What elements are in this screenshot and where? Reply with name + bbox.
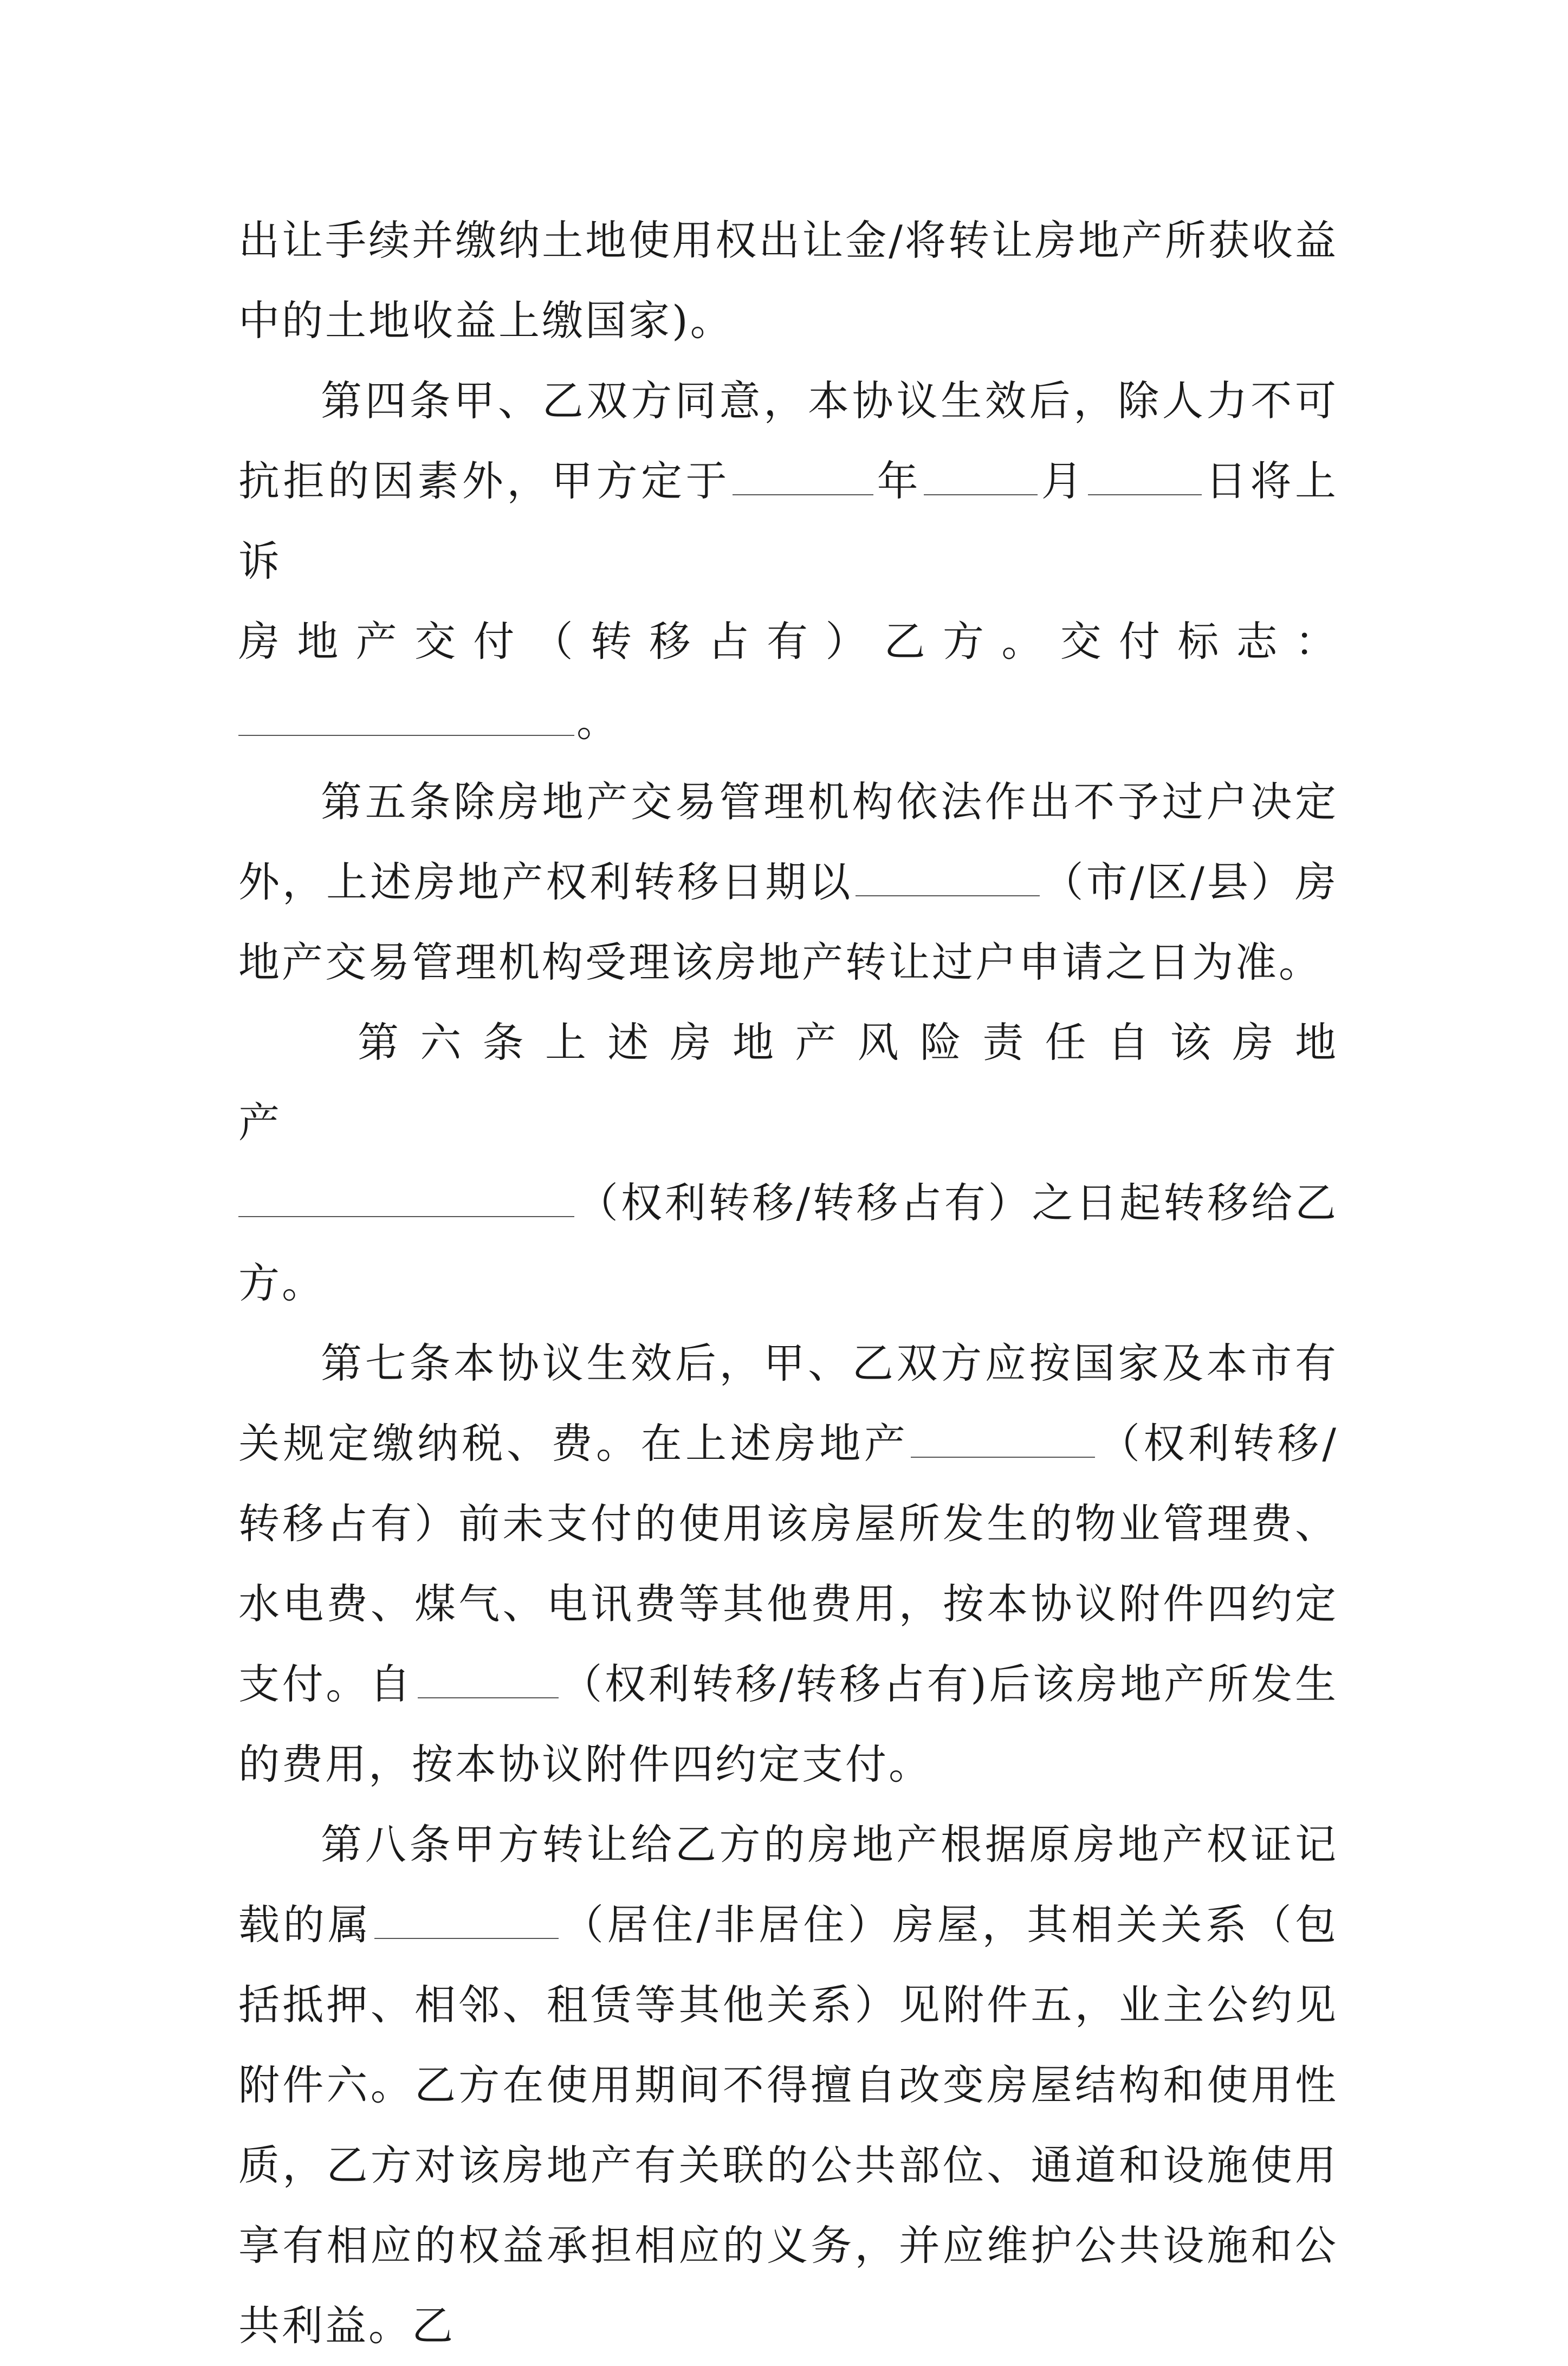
usage-blank <box>374 1897 559 1939</box>
paragraph-text: 第五条除房地产交易管理机构依法作出不予过户决定外，上述房地产权利转移日期以 <box>238 778 1338 906</box>
paragraph-text: （居住/非居住）房屋，其相关关系（包括抵押、相邻、租赁等其他关系）见附件五，业主公约见附件六。乙方在使用期间不得擅自改变房屋结构和使用性质，乙方对该房地产有关联的公共部位、通道和设施使用享有相应的权益承担相应的义务，并应维护公共设施和公共利益。乙 <box>238 1900 1338 2350</box>
city-blank <box>856 854 1040 896</box>
paragraph-article-5 <box>238 762 1338 1003</box>
paragraph-text: 第四条甲、乙双方同意，本协议生效后，除人力不可抗拒的因素外，甲方定于 <box>238 377 1338 505</box>
month-blank <box>924 453 1038 495</box>
paragraph-text: 第八条甲方转让给乙方的房地产根据原房地产权证记载的属 <box>238 1820 1338 1949</box>
risk-transfer-blank <box>238 1175 574 1217</box>
paragraph-article-7 <box>238 1323 1338 1805</box>
paragraph-article-8 <box>238 1805 1338 2366</box>
paragraph-text: （市/区/县）房地产交易管理机构受理该房地产转让过户申请之日为准。 <box>238 858 1338 986</box>
transfer-type-blank <box>911 1415 1095 1458</box>
document-body <box>238 201 1338 2366</box>
paragraph-text: （权利转移/转移占有）之日起转移给乙方。 <box>238 1179 1338 1307</box>
paragraph-article-6 <box>238 1163 1338 1323</box>
day-blank <box>1088 453 1202 495</box>
paragraph-article-4-line <box>238 602 1338 682</box>
paragraph-text: （权利转移/转移占有）前未支付的使用该房屋所发生的物业管理费、水电费、煤气、电讯费等其他费用，按本协议附件四约定支付。自 <box>238 1419 1338 1708</box>
paragraph-article-6-line <box>238 1003 1338 1163</box>
transfer-type-blank-2 <box>418 1656 559 1698</box>
paragraph-article-3-continued <box>238 201 1338 361</box>
paragraph-article-4-end <box>238 682 1338 762</box>
paragraph-text: 第七条本协议生效后，甲、乙双方应按国家及本市有关规定缴纳税、费。在上述房地产 <box>238 1339 1338 1468</box>
paragraph-text: 第 六 条 上 述 房 地 产 风 险 责 任 自 该 房 地 产 <box>238 1018 1338 1147</box>
month-label: 月 <box>1040 457 1086 505</box>
paragraph-text: 房 地 产 交 付 （ 转 移 占 有 ） 乙 方 。 交 付 标 志 ： <box>238 617 1338 665</box>
paragraph-text: 出让手续并缴纳土地使用权出让金/将转让房地产所获收益中的土地收益上缴国家)。 <box>238 216 1338 345</box>
paragraph-text: 。 <box>576 697 620 746</box>
paragraph-text: （权利转移/转移占有)后该房地产所发生的费用，按本协议附件四约定支付。 <box>238 1660 1338 1788</box>
year-label: 年 <box>876 457 922 505</box>
paragraph-text: 日将上诉 <box>238 457 1339 585</box>
paragraph-article-4 <box>238 361 1338 602</box>
delivery-mark-blank <box>238 694 574 736</box>
year-blank <box>733 453 873 495</box>
